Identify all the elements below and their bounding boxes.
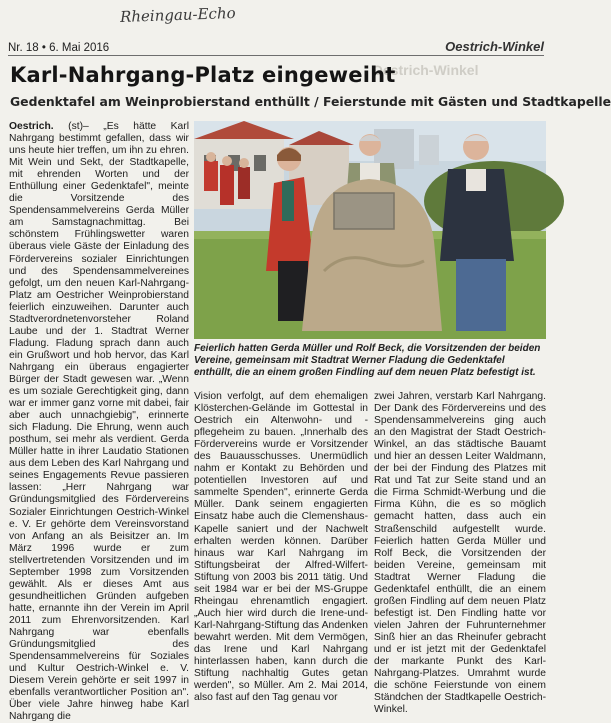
- article-text-1: (st)– „Es hätte Karl Nahrgang bestimmt gefallen, dass wir uns heute hier treffen, um ihn zu ehren. Mit Wein und Sekt, der Stadtkapelle, mit ehrenden Worten und der Enthüllung einer Gedenktafel", meinte die Vorsitzende des Spendensammelvereins Gerda Müller am Samstagnachmittag. Bei schönstem Frühlingswetter waren überaus viele Gäste der Einladung des Fördervereins sozialer Einrichtungen und des Spendensammelvereines gefolgt, um den neuen Karl-Nahrgang-Platz am Oestricher Weinprobierstand feierlich einzuweihen. Darunter auch Stadtverordnetenvorsteher Roland Laube und der 1. Stadtrat Werner Fladung. Fladung sprach dann auch ein Grußwort und hob hervor, das Karl Nahrgang ein überaus engagierter Bürger der Stadt gewesen war. „Wenn es um soziale Gerechtigkeit ging, dann war er immer ganz vorne mit dabei, fair aber auch unnachgiebig", erinnerte sich Fladung. Die Ehrung, wenn auch posthum, sei mehr als verdient. Gerda Müller hatte in ihrer Laudatio Stationen aus dem Leben des Karl Nahrgang und seines Engagements Revue passieren lassen: „Herr Nahrgang war Gründungsmitglied des Fördervereins Sozialer Einrichtungen Oestrich-Winkel e. V. Er gehörte dem Vereinsvorstand von Anfang an als Beisitzer an. Im März 1996 wurde er zum stellvertretenden Vorsitzenden und im September 1998 zum Vorsitzenden gewählt. Als er dieses Amt aus gesundheitlichen Gründen aufgeben hatte, ernannte ihn der Verein im April 2011 zum Ehrenvorsitzenden. Karl Nahrgang war ebenfalls Gründungsmitglied des Spendensammelvereins für Soziales und Kultur Oestrich-Winkel e. V. Diesem Verein gehörte er seit 1997 in ebenfalls verantwortlicher Position an". Über viele Jahre hinweg habe Karl Nahrgang die: [9, 121, 189, 723]
- section-label: Oestrich-Winkel: [445, 39, 544, 54]
- article-column-1: [9, 121, 189, 723]
- header-rule: [8, 55, 544, 56]
- subheadline: Gedenktafel am Weinprobierstand enthüllt / Feierstunde mit Gästen und Stadtkapelle: [10, 94, 611, 109]
- issue-line: Nr. 18 • 6. Mai 2016: [8, 42, 110, 54]
- article-text-2: Vision verfolgt, auf dem ehemaligen Klösterchen-Gelände im Gottestal in Oestrich ein Altenwohn- und -pflegeheim zu bauen. „Innerhalb des Fördervereins wurde er Vorsitzender des Bauausschusses. Unermüdlich nahm er Kontakt zu Behörden und potentiellen Investoren auf und sammelte Spenden", erinnerte Gerda Müller. Dank seinem engagierten Einsatz habe auch die Clemenshaus-Kapelle saniert und der Nachwelt erhalten werden können. Darüber hinaus war Karl Nahrgang im Stiftungsbeirat der Alfred-Wilfert-Stiftung von 2003 bis 2011 tätig. Und seit 1984 war er bei der MS-Gruppe Rheingau ehrenamtlich engagiert. „Auch hier wird durch die Irene-und-Karl-Nahrgang-Stiftung das Andenken bewahrt werden. Mit dem Vermögen, das Irene und Karl Nahrgang hinterlassen haben, kann durch die Stiftung nachhaltig Gutes getan werden", so Müller. Am 2. Mai 2014, also fast auf den Tag genau vor: [194, 391, 368, 704]
- article-photo: [194, 121, 546, 339]
- handwritten-note: Rheingau-Echo: [119, 3, 236, 27]
- headline: Karl-Nahrgang-Platz eingeweiht: [10, 63, 396, 87]
- article-column-3: [374, 391, 546, 716]
- masthead-bar: [8, 36, 544, 54]
- photo-illustration: [194, 121, 546, 339]
- photo-caption: Feierlich hatten Gerda Müller und Rolf Beck, die Vorsitzenden der beiden Vereine, gemeinsam mit Stadtrat Werner Fladung die Gedenktafel enthüllt, die an einem großen Findling auf dem neuen Platz befestigt ist.: [194, 343, 541, 378]
- dateline: Oestrich.: [9, 121, 54, 132]
- article-column-2: [194, 391, 368, 704]
- article-text-3: zwei Jahren, verstarb Karl Nahrgang. Der Dank des Fördervereins und des Spendensammelvereins ging auch an den Magistrat der Stadt Oestrich-Winkel, an das städtische Bauamt und hier an dessen Leiter Waldmann, der bei der Findung des Platzes mit Rat und Tat zur Seite stand und an die Firma Schmidt-Werbung und die Firma Kühn, die es so möglich gemacht hatten, dass auch ein Straßenschild aufgestellt wurde. Feierlich hatten Gerda Müller und Rolf Beck, die Vorsitzenden der beiden Vereine, gemeinsam mit Stadtrat Werner Fladung die Gedenktafel enthüllt, die an einem großen Findling auf dem neuen Platz befestigt ist. Den Findling hatte vor vielen Jahren der Fuhrunternehmer Sinß hier an das Rheinufer gebracht und er ist jetzt mit der Gedenktafel der markante Punkt des Karl-Nahrgang-Platzes. Umrahmt wurde die schöne Feierstunde von einem Ständchen der Stadtkapelle Oestrich-Winkel.: [374, 391, 546, 716]
- bleed-through-text: Oestrich-Winkel: [372, 62, 479, 78]
